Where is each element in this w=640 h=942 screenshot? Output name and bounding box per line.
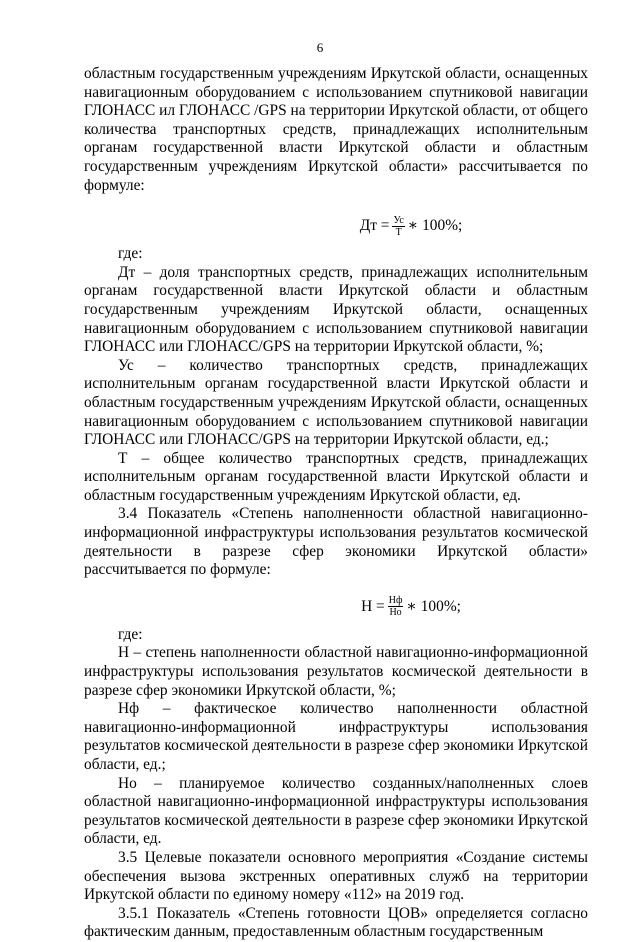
formula-dt-numerator: Ус (393, 214, 404, 226)
formula-dt-lhs: Дт = (359, 216, 390, 234)
page-number: 6 (316, 40, 324, 55)
formula-n-rhs: ∗ 100%; (406, 597, 461, 615)
where-label: где: (118, 625, 143, 643)
formula-dt-rhs: ∗ 100%; (407, 216, 463, 234)
formula-dt (84, 207, 588, 245)
document-body (84, 65, 588, 942)
paragraph-3-5-1: 3.5.1 Показатель «Степень готовности ЦОВ» определяется согласно фактическим данным, предоставленным областным государственным (84, 904, 588, 941)
formula-n (84, 588, 588, 626)
definition-us: Ус – количество транспортных средств, принадлежащих исполнительным органам государственной власти Иркутской области и областным государственным учреждениям Иркутской области, оснащенных навигационным оборудованием с использованием спутниковой навигации ГЛОНАСС или ГЛОНАСС/GPS на территории Иркутской области, ед.; (84, 356, 588, 449)
formula-n-fraction (388, 595, 404, 618)
definition-no: Но – планируемое количество созданных/наполненных слоев областной навигационно-информационной инфраструктуры использования результатов космической деятельности в разрезе сфер экономики Иркутской области, ед. (84, 774, 588, 848)
where-label: где: (118, 245, 143, 263)
formula-dt-denominator: Т (395, 226, 402, 238)
definition-dt: Дт – доля транспортных средств, принадлежащих исполнительным органам государственной власти Иркутской области и областным государственным учреждениям Иркутской области, оснащенных навигационным оборудованием с использованием спутниковой навигации ГЛОНАСС или ГЛОНАСС/GPS на территории Иркутской области, %; (84, 263, 588, 356)
formula-n-denominator: Но (389, 607, 402, 619)
definition-n: Н – степень наполненности областной навигационно-информационной инфраструктуры использования результатов космической деятельности в разрезе сфер экономики Иркутской области, %; (84, 644, 588, 699)
formula-n-numerator: Нф (388, 595, 403, 607)
formula-n-lhs: Н = (361, 597, 385, 615)
paragraph-3-4: 3.4 Показатель «Степень наполненности областной навигационно-информационной инфраструктуры использования результатов космической деятельности в разрезе сфер экономики Иркутской области» рассчитывается по формуле: (84, 505, 588, 579)
formula-dt-fraction (392, 215, 404, 238)
paragraph-continuation: областным государственным учреждениям Иркутской области, оснащенных навигационным оборудованием с использованием спутниковой навигации ГЛОНАСС ил ГЛОНАСС /GPS на территории Иркутской области, от общего количества транспортных средств, принадлежащих исполнительным органам государственной власти Иркутской области и областным государственным учреждениям Иркутской области» рассчитывается по формуле: (84, 65, 588, 194)
definition-nf: Нф – фактическое количество наполненности областной навигационно-информационной инфраструктуры использования результатов космической деятельности в разрезе сфер экономики Иркутской области, ед.; (84, 700, 588, 773)
paragraph-3-5: 3.5 Целевые показатели основного мероприятия «Создание системы обеспечения вызова экстренных оперативных служб на территории Иркутской области по единому номеру «112» на 2019 год. (84, 848, 588, 904)
definition-t: Т – общее количество транспортных средств, принадлежащих исполнительным органам государственной власти Иркутской области и областным государственным учреждениям Иркутской области, ед. (84, 449, 588, 504)
